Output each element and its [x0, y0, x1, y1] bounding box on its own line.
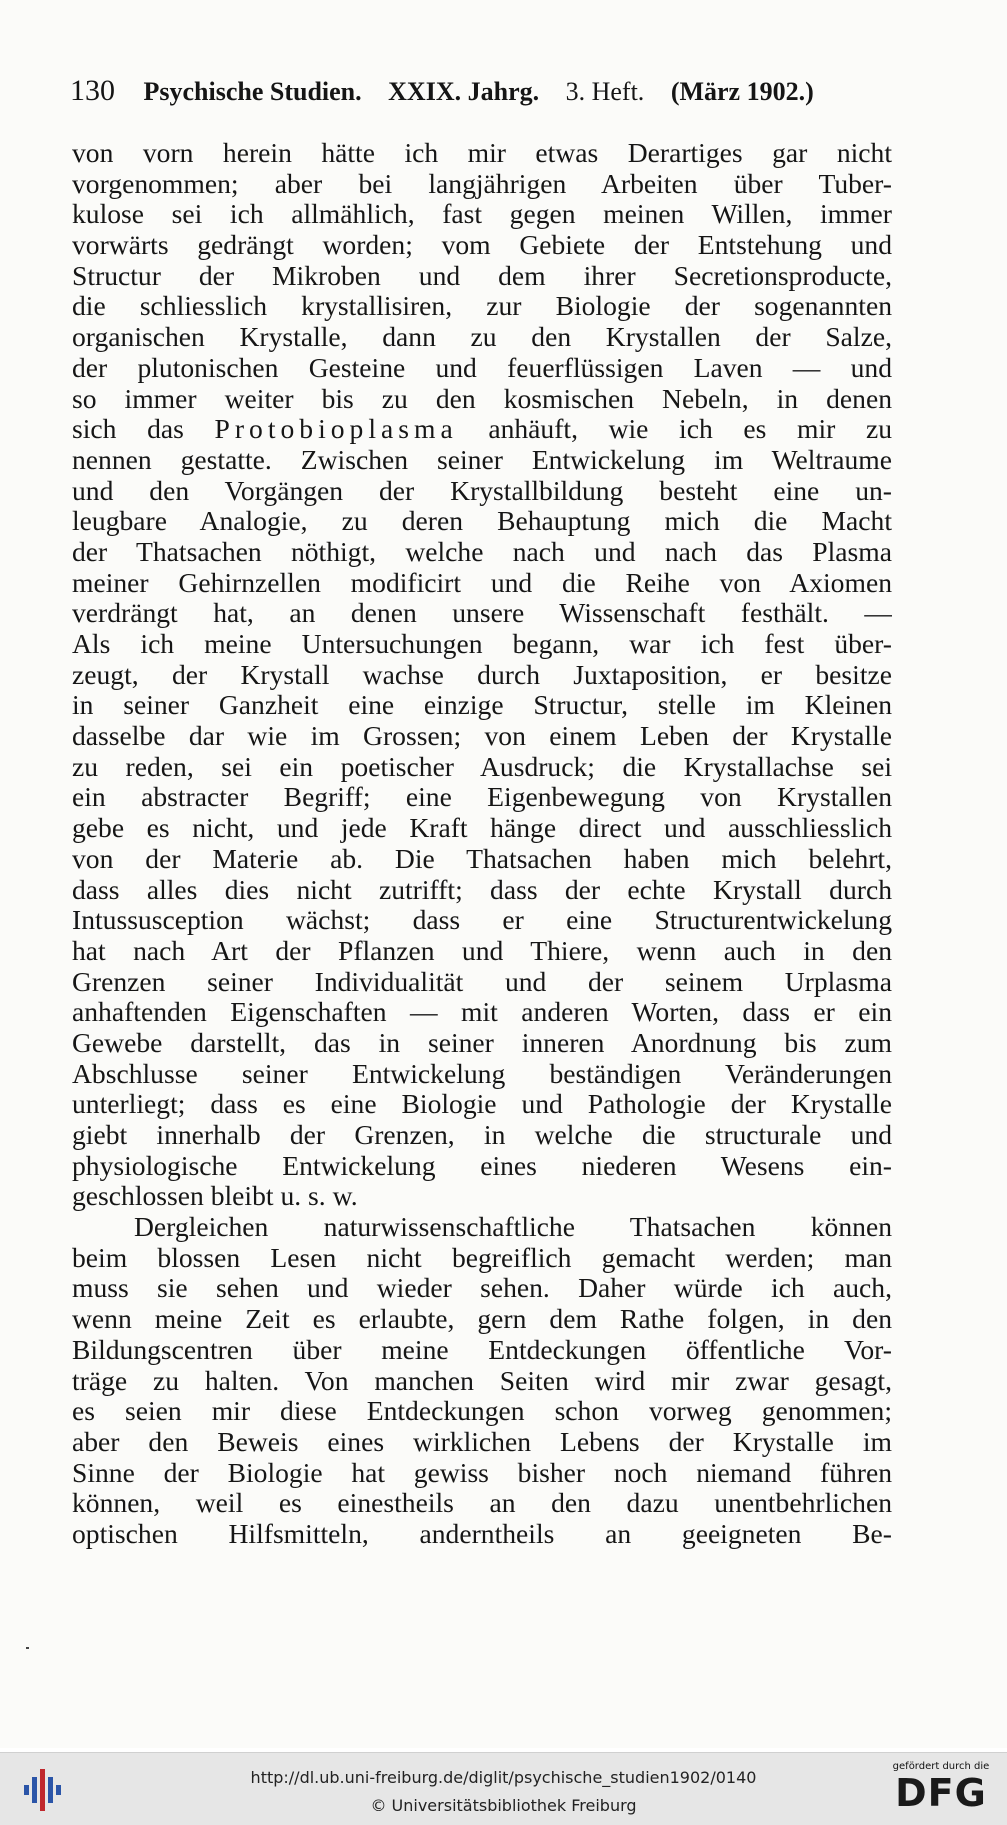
text-line: dasselbe dar wie im Grossen; von einem Leben der Krystalle [72, 721, 892, 752]
text-line: Grenzen seiner Individualität und der seinem Urplasma [72, 966, 892, 997]
text-line: hat nach Art der Pflanzen und Thiere, wenn auch in den [72, 935, 892, 966]
text-line: zeugt, der Krystall wachse durch Juxtaposition, er besitze [72, 659, 892, 690]
text-line: kulose sei ich allmählich, fast gegen meinen Willen, immer [72, 199, 892, 230]
text-line: Dergleichen naturwissenschaftliche Thatsachen können [134, 1212, 892, 1243]
text-line: Sinne der Biologie hat gewiss bisher noch niemand führen [72, 1457, 892, 1488]
text-line: giebt innerhalb der Grenzen, in welche die structurale und [72, 1120, 892, 1150]
text-line: anhaftenden Eigenschaften — mit anderen Worten, dass er ein [72, 997, 892, 1028]
text-line: unterliegt; dass es eine Biologie und Pathologie der Krystalle [72, 1089, 892, 1120]
text-line: in seiner Ganzheit eine einzige Structur, stelle im Kleinen [72, 690, 892, 721]
text-line: geschlossen bleibt u. s. w. [72, 1181, 358, 1212]
text-line: vorgenommen; aber bei langjährigen Arbeiten über Tuber- [72, 168, 892, 199]
text-line: Bildungscentren über meine Entdeckungen öffentliche Vor- [72, 1334, 892, 1365]
text-line: und den Vorgängen der Krystallbildung besteht eine un- [72, 475, 892, 506]
text-line: zu reden, sei ein poetischer Ausdruck; die Krystallachse sei [72, 751, 892, 782]
text-line: der plutonischen Gesteine und feuerflüssigen Laven — und [72, 352, 892, 383]
text-line: es seien mir diese Entdeckungen schon vorweg genommen; [72, 1396, 892, 1427]
issue-label: 3. Heft. [565, 77, 645, 106]
text-line: Als ich meine Untersuchungen begann, war ich fest über- [72, 629, 892, 659]
text-line: leugbare Analogie, zu deren Behauptung mich die Macht [72, 506, 892, 537]
date-label: (März 1902.) [670, 77, 814, 106]
dfg-logo[interactable] [885, 1759, 997, 1821]
text-line: von der Materie ab. Die Thatsachen haben mich belehrt, [72, 843, 892, 874]
text-line: beim blossen Lesen nicht begreiflich gemacht werden; man [72, 1242, 892, 1273]
dfg-tagline: gefördert durch die [892, 1761, 990, 1772]
text-line: Structur der Mikroben und dem ihrer Secretionsproducte, [72, 260, 892, 291]
text-line: muss sie sehen und wieder sehen. Daher würde ich auch, [72, 1273, 892, 1304]
text-line: wenn meine Zeit es erlaubte, gern dem Rathe folgen, in den [72, 1304, 892, 1335]
scan-speck [26, 1647, 29, 1649]
text-line: ein abstracter Begriff; eine Eigenbewegung von Krystallen [72, 782, 892, 813]
text-line: organischen Krystalle, dann zu den Krystallen der Salze, [72, 322, 892, 353]
text-line: Intussusception wächst; dass er eine Structurentwickelung [72, 905, 892, 936]
journal-title: Psychische Studien. [143, 77, 362, 106]
volume-label: XXIX. Jahrg. [388, 77, 540, 106]
text-line: Gewebe darstellt, das in seiner inneren Anordnung bis zum [72, 1027, 892, 1058]
permalink-url[interactable]: http://dl.ub.uni-freiburg.de/diglit/psychische_studien1902/0140 [250, 1768, 757, 1787]
running-header [70, 74, 890, 114]
text-line: gebe es nicht, und jede Kraft hänge direct und ausschliesslich [72, 813, 892, 844]
text-line: physiologische Entwickelung eines niederen Wesens ein- [72, 1150, 892, 1181]
page-number: 130 [70, 74, 115, 107]
dfg-wordmark: DFG [895, 1771, 987, 1815]
text-line: so immer weiter bis zu den kosmischen Nebeln, in denen [72, 383, 892, 414]
viewer-footer [0, 1752, 1007, 1825]
text-line: optischen Hilfsmitteln, anderntheils an geeigneten Be- [72, 1518, 892, 1549]
text-line: träge zu halten. Von manchen Seiten wird mir zwar gesagt, [72, 1365, 892, 1396]
text-line: Abschlusse seiner Entwickelung beständigen Veränderungen [72, 1058, 892, 1089]
text-line: aber den Beweis eines wirklichen Lebens der Krystalle im [72, 1426, 892, 1457]
text-line: nennen gestatte. Zwischen seiner Entwickelung im Weltraume [72, 444, 892, 475]
text-line: meiner Gehirnzellen modificirt und die Reihe von Axiomen [72, 567, 892, 598]
text-line: vorwärts gedrängt worden; vom Gebiete der Entstehung und [72, 230, 892, 261]
text-line: können, weil es einestheils an den dazu unentbehrlichen [72, 1488, 892, 1519]
text-line: dass alles dies nicht zutrifft; dass der echte Krystall durch [72, 874, 892, 905]
text-line: sich das Protobioplasma anhäuft, wie ich es mir zu [72, 414, 892, 445]
text-line: die schliesslich krystallisiren, zur Biologie der sogenannten [72, 291, 892, 322]
body-text [72, 138, 892, 1550]
copyright-notice: © Universitätsbibliothek Freiburg [370, 1796, 637, 1815]
text-line: der Thatsachen nöthigt, welche nach und nach das Plasma [72, 536, 892, 567]
text-line: von vorn herein hätte ich mir etwas Derartiges gar nicht [72, 138, 892, 168]
text-line: verdrängt hat, an denen unsere Wissenschaft festhält. — [72, 598, 892, 629]
